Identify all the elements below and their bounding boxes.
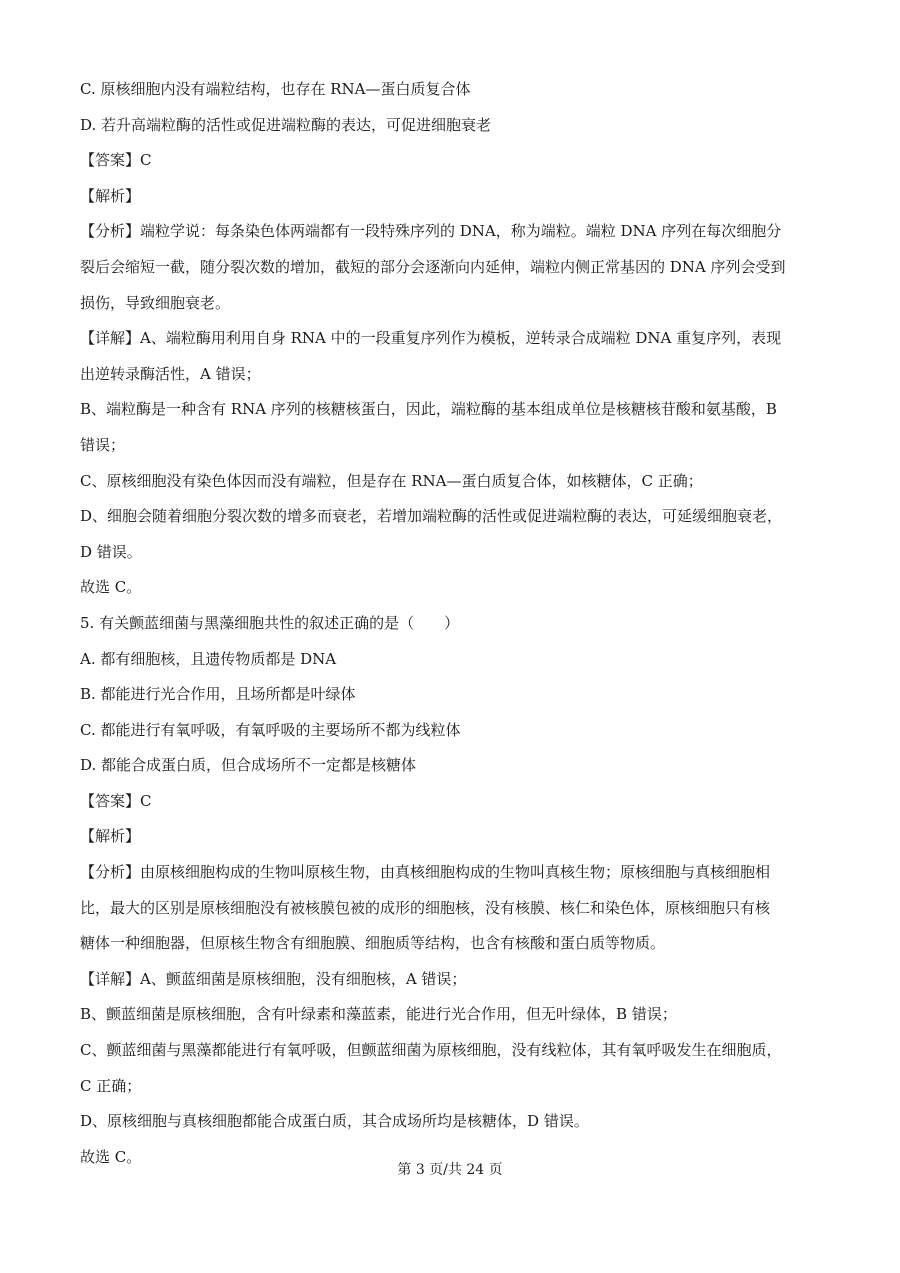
- q5-analysis-line: 【分析】由原核细胞构成的生物叫原核生物，由真核细胞构成的生物叫真核生物；原核细胞与真核细胞相: [80, 863, 771, 882]
- q4-detail-line: 【详解】A、端粒酶用利用自身 RNA 中的一段重复序列作为模板，逆转录合成端粒 DNA 重复序列，表现: [80, 329, 782, 348]
- q4-detail-line: D 错误。: [80, 542, 142, 561]
- q5-option-a: A. 都有细胞核，且遗传物质都是 DNA: [80, 649, 337, 668]
- document-page: [80, 72, 830, 1175]
- q4-detail-line: 出逆转录酶活性，A 错误；: [80, 364, 261, 383]
- q5-answer: 【答案】C: [80, 791, 152, 810]
- q4-detail-line: 错误；: [80, 435, 126, 454]
- q5-detail-line: D、原核细胞与真核细胞都能合成蛋白质，其合成场所均是核糖体，D 错误。: [80, 1112, 589, 1131]
- q4-detail-line: B、端粒酶是一种含有 RNA 序列的核糖核蛋白，因此，端粒酶的基本组成单位是核糖核苷酸和氨基酸，B: [80, 400, 777, 419]
- page-number: 第 3 页/共 24 页: [397, 1162, 503, 1178]
- q5-option-b: B. 都能进行光合作用，且场所都是叶绿体: [80, 685, 356, 704]
- q4-option-d: D. 若升高端粒酶的活性或促进端粒酶的表达，可促进细胞衰老: [80, 115, 492, 134]
- q4-detail-line: D、细胞会随着细胞分裂次数的增多而衰老，若增加端粒酶的活性或促进端粒酶的表达，可延缓细胞衰老，: [80, 507, 783, 526]
- q5-option-c: C. 都能进行有氧呼吸，有氧呼吸的主要场所不都为线粒体: [80, 720, 461, 739]
- q5-stem: 5. 有关颤蓝细菌与黑藻细胞共性的叙述正确的是（ ）: [80, 613, 460, 632]
- q5-detail-line: C、颤蓝细菌与黑藻都能进行有氧呼吸，但颤蓝细菌为原核细胞，没有线粒体，其有氧呼吸发生在细胞质，: [80, 1041, 782, 1060]
- q4-analysis-line: 【分析】端粒学说：每条染色体两端都有一段特殊序列的 DNA，称为端粒。端粒 DNA 序列在每次细胞分: [80, 222, 782, 241]
- q5-option-d: D. 都能合成蛋白质，但合成场所不一定都是核糖体: [80, 756, 417, 775]
- q5-analysis-line: 糖体一种细胞器，但原核生物含有细胞膜、细胞质等结构，也含有核酸和蛋白质等物质。: [80, 934, 666, 953]
- q5-analysis-line: 比，最大的区别是原核细胞没有被核膜包被的成形的细胞核，没有核膜、核仁和染色体，原核细胞只有核: [80, 898, 771, 917]
- q5-detail-line: C 正确；: [80, 1076, 142, 1095]
- q4-option-c: C. 原核细胞内没有端粒结构，也存在 RNA—蛋白质复合体: [80, 80, 471, 98]
- q4-answer: 【答案】C: [80, 151, 152, 170]
- page-footer: [0, 1160, 900, 1180]
- q5-analysis-title: 【解析】: [80, 827, 141, 846]
- q5-detail-line: 【详解】A、颤蓝细菌是原核细胞，没有细胞核，A 错误；: [80, 969, 467, 988]
- q4-analysis-title: 【解析】: [80, 186, 141, 205]
- q4-analysis-line: 损伤，导致细胞衰老。: [80, 293, 231, 312]
- q4-analysis-line: 裂后会缩短一截，随分裂次数的增加，截短的部分会逐渐向内延伸，端粒内侧正常基因的 DNA 序列会受到: [80, 257, 786, 276]
- q5-conclusion: 故选 C。: [80, 1147, 142, 1166]
- q4-conclusion: 故选 C。: [80, 578, 142, 597]
- q5-detail-line: B、颤蓝细菌是原核细胞，含有叶绿素和藻蓝素，能进行光合作用，但无叶绿体，B 错误；: [80, 1005, 677, 1024]
- q4-detail-line: C、原核细胞没有染色体因而没有端粒，但是存在 RNA—蛋白质复合体，如核糖体，C 正确；: [80, 471, 703, 490]
